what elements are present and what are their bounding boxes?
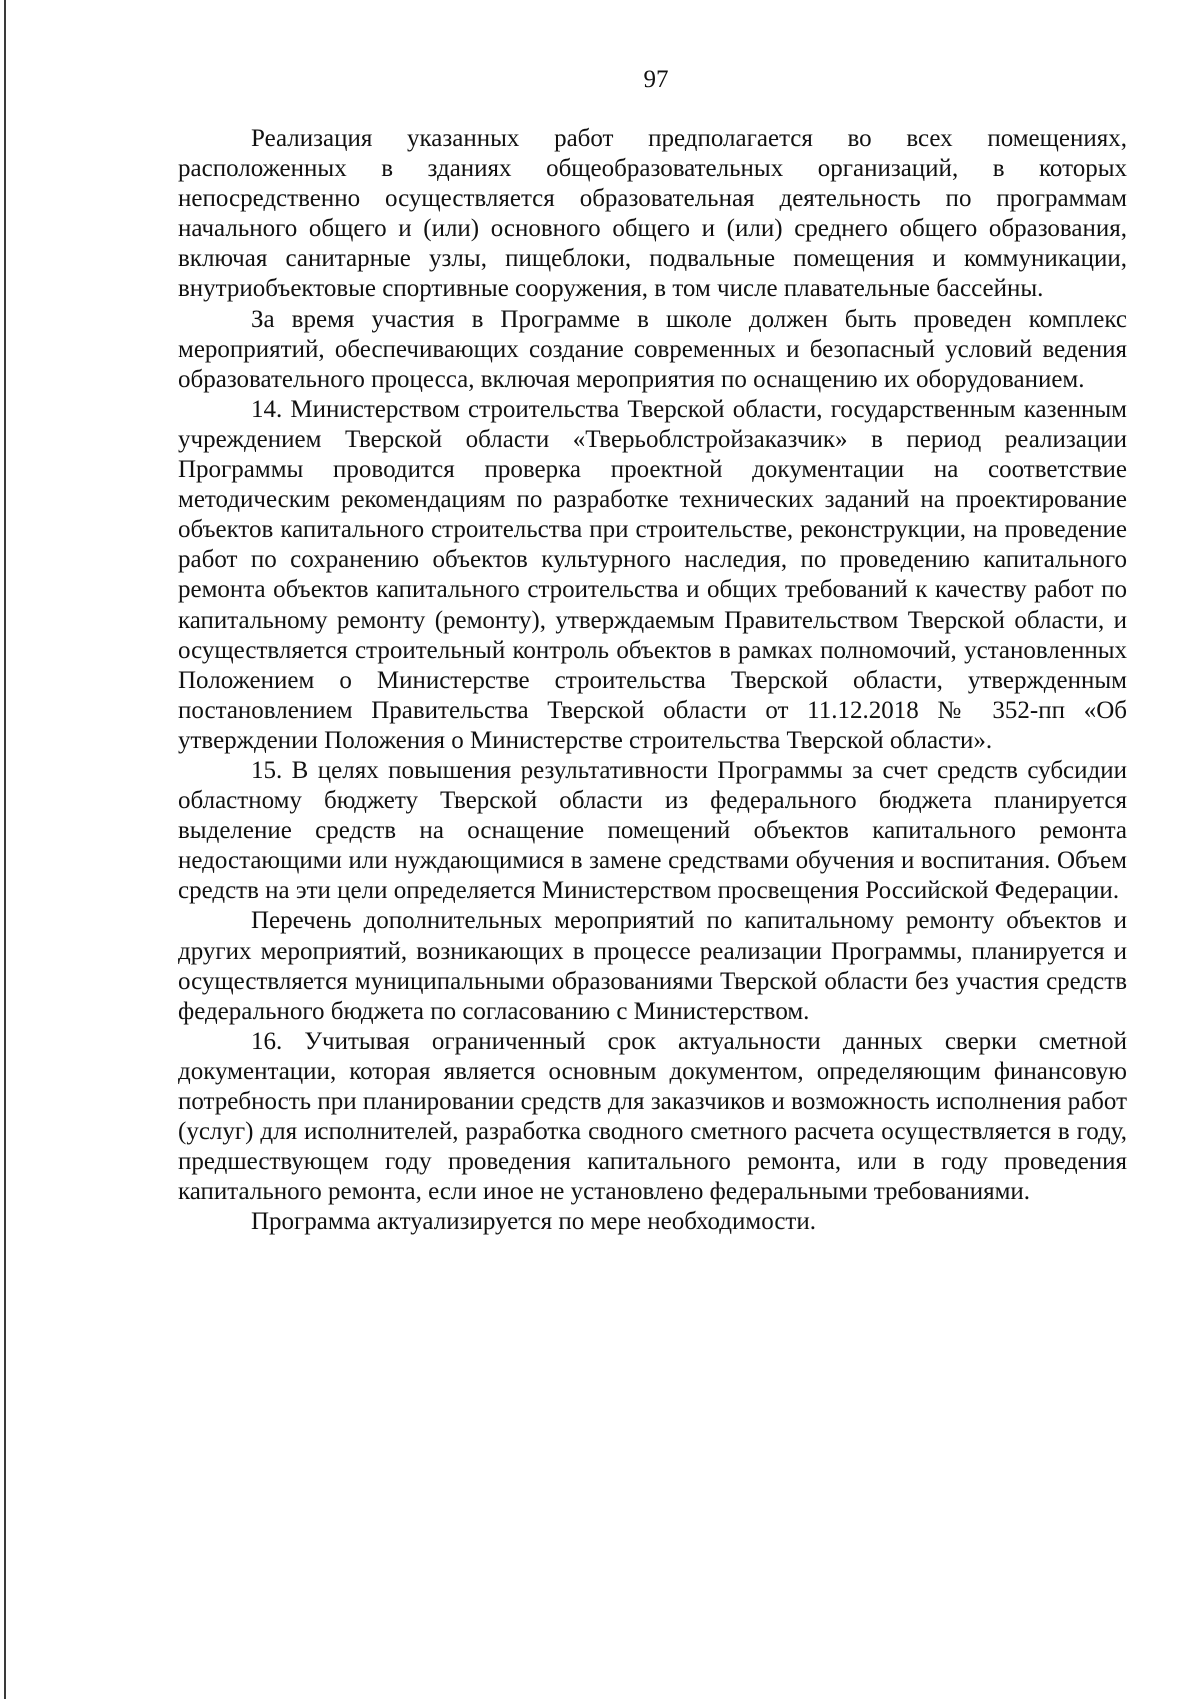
paragraph-program-measures: За время участия в Программе в школе должен быть проведен комплекс мероприятий, обеспечивающих создание современных и безопасный условий ведения образовательного процесса, включая мероприятия по оснащению их оборудованием. [178, 305, 1127, 393]
page-number: 97 [643, 66, 669, 93]
paragraph-item-15: 15. В целях повышения результативности Программы за счет средств субсидии областному бюджету Тверской области из федерального бюджета планируется выделение средств на оснащение помещений объектов капитального ремонта недостающими или нуждающимися в замене средствами обучения и воспитания. Объем средств на эти цели определяется Министерством просвещения Российской Федерации. [178, 756, 1127, 905]
paragraph-item-14: 14. Министерством строительства Тверской области, государственным казенным учреждением Тверской области «Тверьоблстройзаказчик» в период реализации Программы проводится проверка проектной документации на соответствие методическим рекомендациям по разработке технических заданий на проектирование объектов капитального строительства при строительстве, реконструкции, на проведение работ по сохранению объектов культурного наследия, по проведению капитального ремонта объектов капитального строительства и общих требований к качеству работ по капитальному ремонту (ремонту), утверждаемым Правительством Тверской области, и осуществляется строительный контроль объектов в рамках полномочий, установленных Положением о Министерстве строительства Тверской области, утвержденным постановлением Правительства Тверской области от 11.12.2018 № 352-пп «Об утверждении Положения о Министерстве строительства Тверской области». [178, 395, 1127, 754]
scan-page-edge [4, 0, 6, 1699]
paragraph-program-update: Программа актуализируется по мере необходимости. [251, 1208, 816, 1236]
paragraph-item-16: 16. Учитывая ограниченный срок актуальности данных сверки сметной документации, которая является основным документом, определяющим финансовую потребность при планировании средств для заказчиков и возможность исполнения работ (услуг) для исполнителей, разработка сводного сметного расчета осуществляется в году, предшествующем году проведения капитального ремонта, или в году проведения капитального ремонта, если иное не установлено федеральными требованиями. [178, 1027, 1127, 1206]
paragraph-additional-measures: Перечень дополнительных мероприятий по капитальному ремонту объектов и других мероприятий, возникающих в процессе реализации Программы, планируется и осуществляется муниципальными образованиями Тверской области без участия средств федерального бюджета по согласованию с Министерством. [178, 907, 1127, 1025]
document-body [178, 124, 1127, 1237]
paragraph-renovation-scope: Реализация указанных работ предполагается во всех помещениях, расположенных в зданиях общеобразовательных организаций, в которых непосредственно осуществляется образовательная деятельность по программам начального общего и (или) основного общего и (или) среднего общего образования, включая санитарные узлы, пищеблоки, подвальные помещения и коммуникации, внутриобъектовые спортивные сооружения, в том числе плавательные бассейны. [178, 125, 1127, 303]
